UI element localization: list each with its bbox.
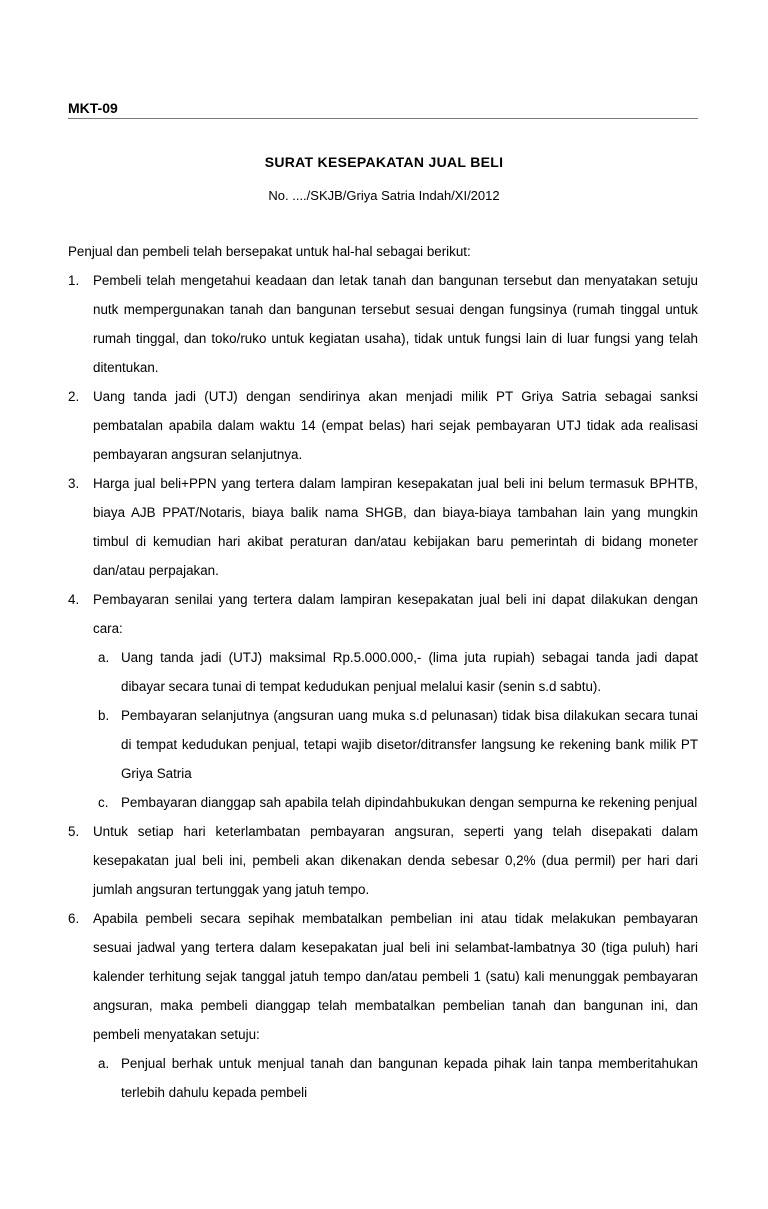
subclause-letter: a. bbox=[98, 1056, 110, 1071]
clause-number: 5. bbox=[68, 824, 80, 839]
clause-number: 3. bbox=[68, 476, 80, 491]
header-divider bbox=[68, 118, 698, 119]
intro-paragraph: Penjual dan pembeli telah bersepakat untuk hal-hal sebagai berikut: bbox=[68, 244, 471, 259]
subclause-item bbox=[98, 1049, 698, 1107]
subclause-letter: b. bbox=[98, 708, 110, 723]
subclause-text: Pembayaran selanjutnya (angsuran uang muka s.d pelunasan) tidak bisa dilakukan secara tunai di tempat kedudukan penjual, tetapi wajib disetor/ditransfer langsung ke rekening bank milik PT Griya Satria bbox=[121, 708, 698, 781]
document-title: SURAT KESEPAKATAN JUAL BELI bbox=[264, 154, 504, 170]
subclause-item bbox=[98, 701, 698, 788]
clause-item bbox=[68, 469, 698, 585]
clause-item bbox=[68, 266, 698, 382]
clause-list bbox=[68, 266, 698, 1107]
subclause-item bbox=[98, 788, 698, 817]
subclause-list bbox=[93, 643, 698, 817]
clause-text: Pembayaran senilai yang tertera dalam lampiran kesepakatan jual beli ini dapat dilakukan dengan cara: bbox=[93, 592, 698, 636]
clause-item bbox=[68, 585, 698, 817]
clause-number: 2. bbox=[68, 389, 80, 404]
clause-item bbox=[68, 382, 698, 469]
clause-text: Apabila pembeli secara sepihak membatalkan pembelian ini atau tidak melakukan pembayaran sesuai jadwal yang tertera dalam kesepakatan jual beli ini selambat-lambatnya 30 (tiga puluh) hari kalender terhitung sejak tanggal jatuh tempo dan/atau pembeli 1 (satu) kali menunggak pembayaran angsuran, maka pembeli dianggap telah membatalkan pembelian tanah dan bangunan ini, dan pembeli menyatakan setuju: bbox=[93, 911, 698, 1042]
clause-number: 4. bbox=[68, 592, 80, 607]
subclause-text: Uang tanda jadi (UTJ) maksimal Rp.5.000.000,- (lima juta rupiah) sebagai tanda jadi dapat dibayar secara tunai di tempat kedudukan penjual melalui kasir (senin s.d sabtu). bbox=[121, 650, 698, 694]
clause-text: Uang tanda jadi (UTJ) dengan sendirinya akan menjadi milik PT Griya Satria sebagai sanksi pembatalan apabila dalam waktu 14 (empat belas) hari sejak pembayaran UTJ tidak ada realisasi pembayaran angsuran selanjutnya. bbox=[93, 389, 698, 462]
clause-text: Harga jual beli+PPN yang tertera dalam lampiran kesepakatan jual beli ini belum termasuk BPHTB, biaya AJB PPAT/Notaris, biaya balik nama SHGB, dan biaya-biaya tambahan lain yang mungkin timbul di kemudian hari akibat peraturan dan/atau kebijakan baru pemerintah di bidang moneter dan/atau perpajakan. bbox=[93, 476, 698, 578]
document-body bbox=[68, 237, 698, 1107]
clause-number: 1. bbox=[68, 273, 80, 288]
subclause-text: Penjual berhak untuk menjual tanah dan bangunan kepada pihak lain tanpa memberitahukan terlebih dahulu kepada pembeli bbox=[121, 1056, 698, 1100]
clause-item bbox=[68, 904, 698, 1107]
clause-text: Pembeli telah mengetahui keadaan dan letak tanah dan bangunan tersebut dan menyatakan setuju nutk mempergunakan tanah dan bangunan tersebut sesuai dengan fungsinya (rumah tinggal untuk rumah tinggal, dan toko/ruko untuk kegiatan usaha), tidak untuk fungsi lain di luar fungsi yang telah ditentukan. bbox=[93, 273, 698, 375]
subclause-letter: c. bbox=[98, 795, 109, 810]
subclause-text: Pembayaran dianggap sah apabila telah dipindahbukukan dengan sempurna ke rekening penjual bbox=[121, 795, 698, 810]
clause-number: 6. bbox=[68, 911, 80, 926]
subclause-list bbox=[93, 1049, 698, 1107]
subclause-item bbox=[98, 643, 698, 701]
document-number: No. ..../SKJB/Griya Satria Indah/XI/2012 bbox=[268, 188, 500, 203]
clause-item bbox=[68, 817, 698, 904]
document-code: MKT-09 bbox=[68, 100, 118, 116]
clause-text: Untuk setiap hari keterlambatan pembayaran angsuran, seperti yang telah disepakati dalam kesepakatan jual beli ini, pembeli akan dikenakan denda sebesar 0,2% (dua permil) per hari dari jumlah angsuran tertunggak yang jatuh tempo. bbox=[93, 824, 698, 897]
subclause-letter: a. bbox=[98, 650, 110, 665]
